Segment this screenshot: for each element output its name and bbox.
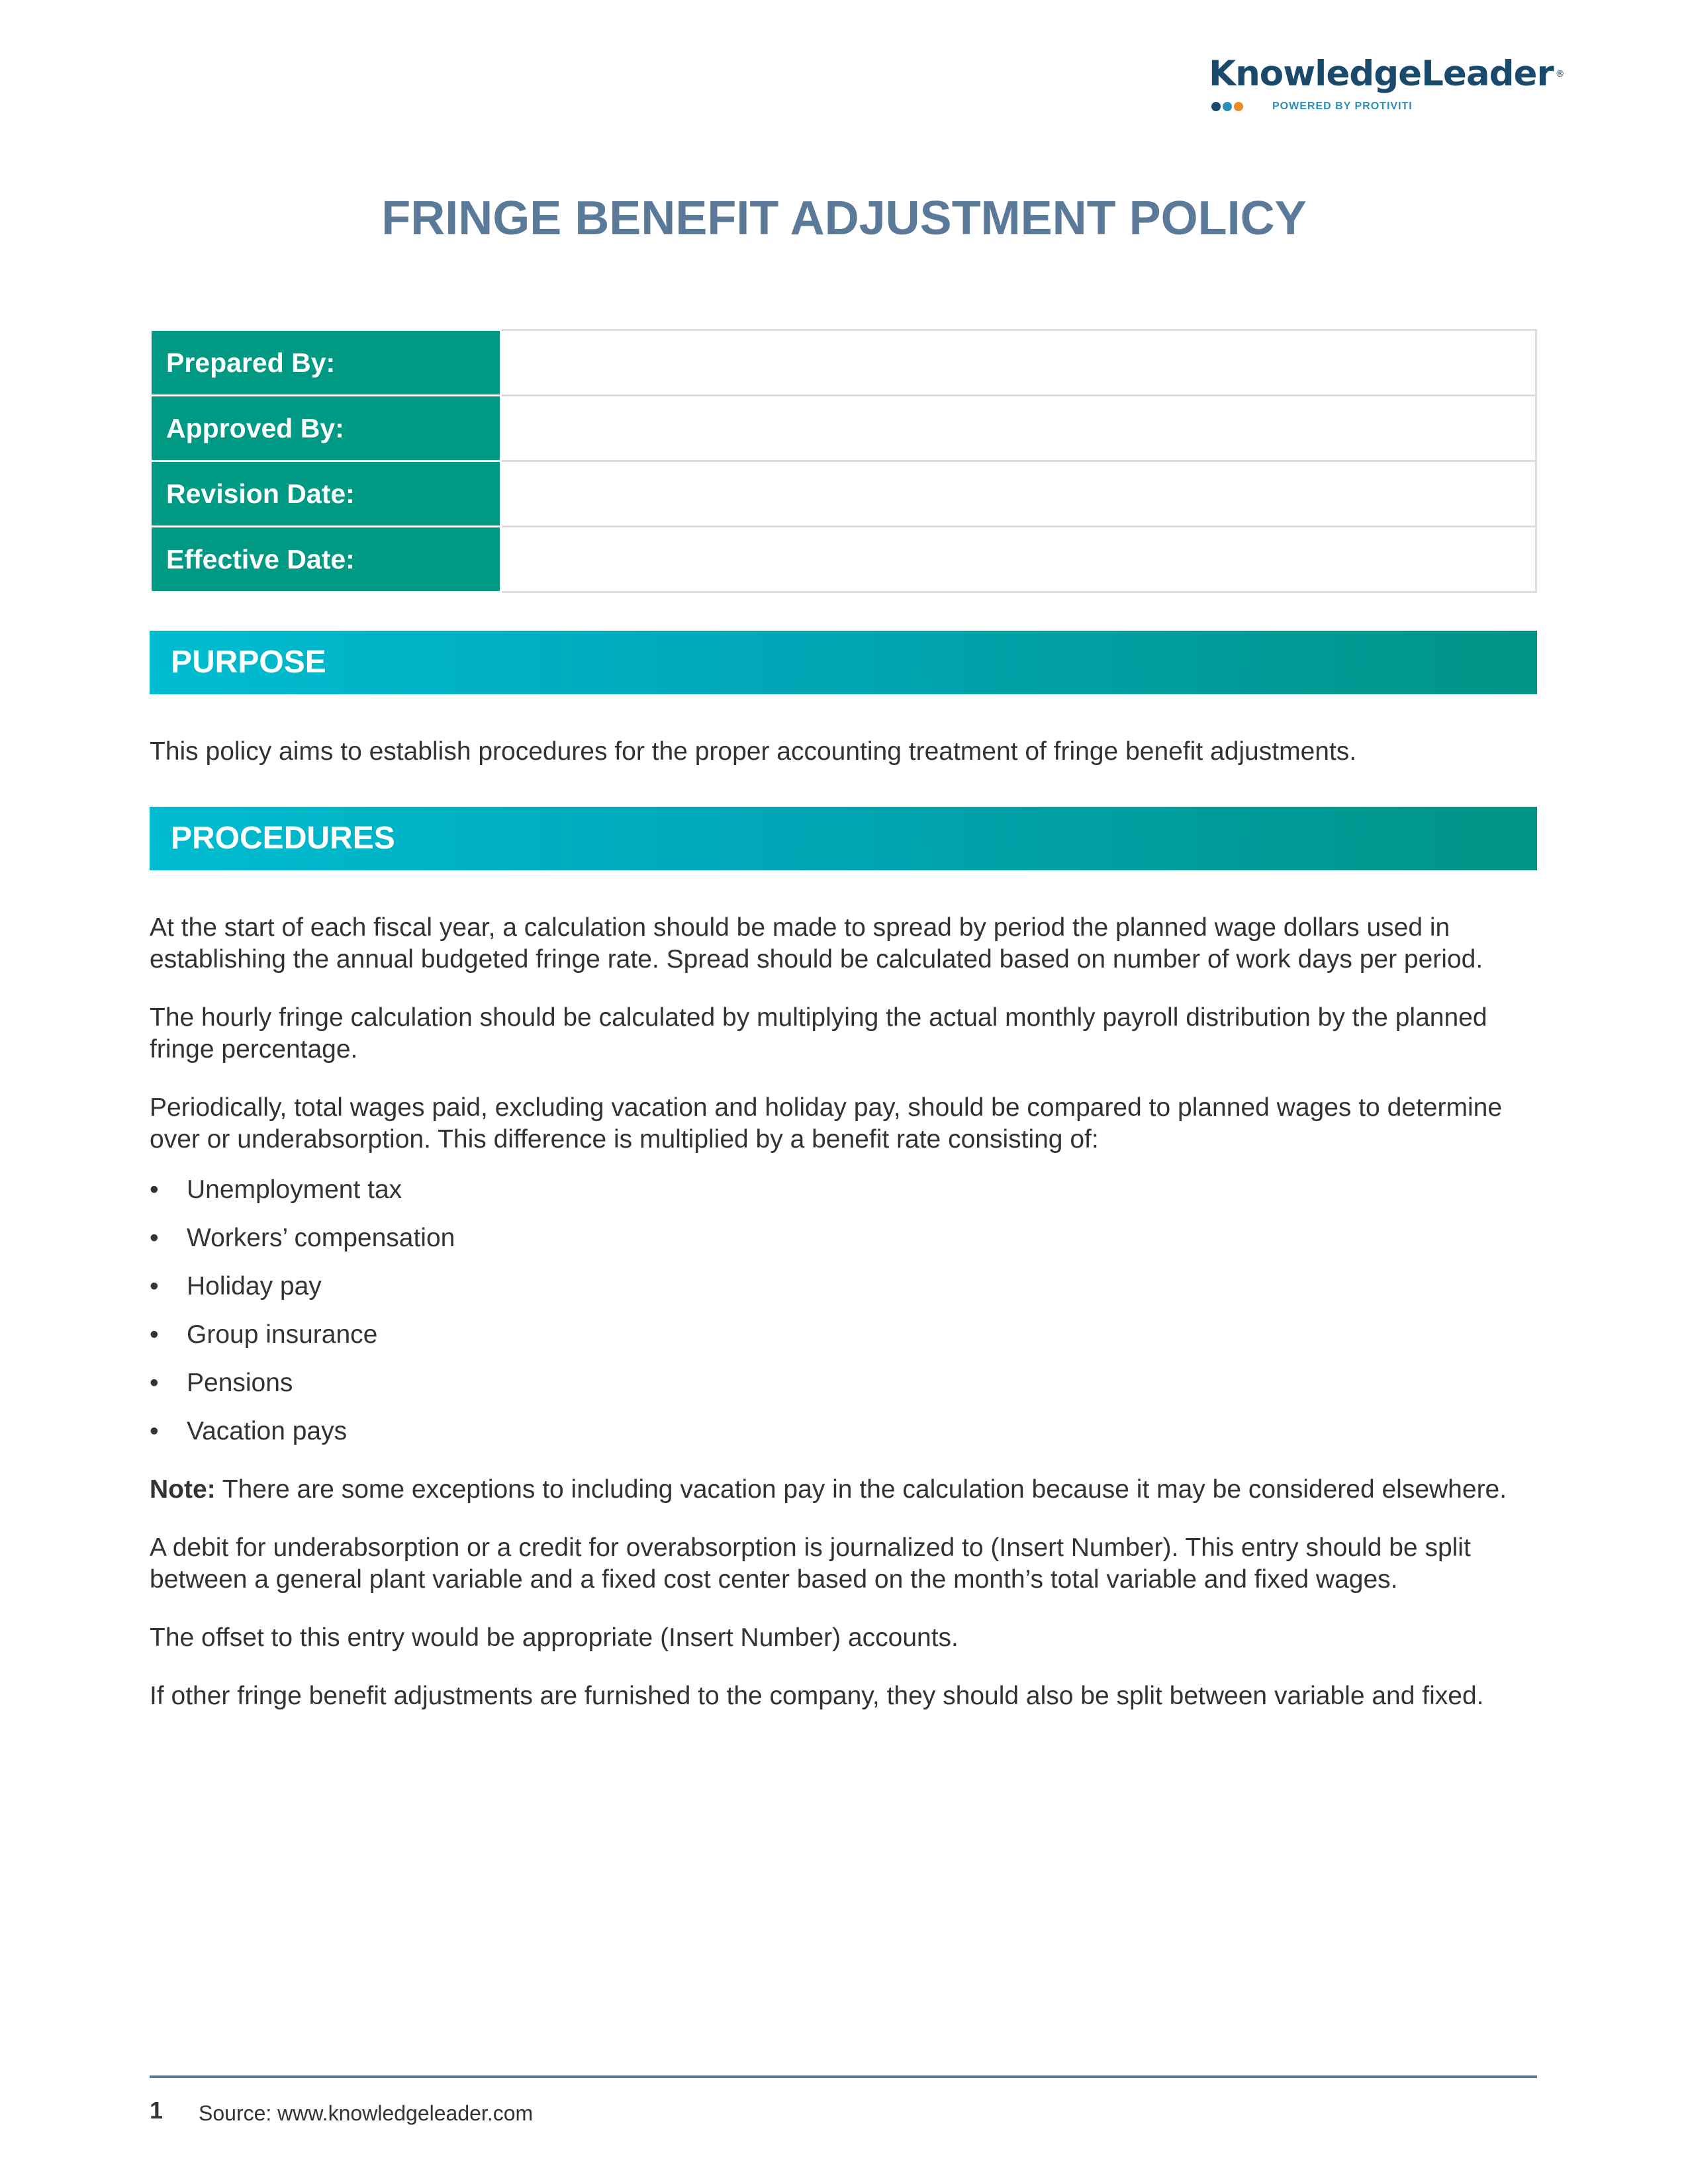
bullet-icon: • — [150, 1272, 159, 1300]
list-item-text: Pensions — [187, 1369, 293, 1397]
note-label: Note: — [150, 1475, 216, 1504]
list-item — [150, 1416, 1526, 1447]
knowledgeleader-logo — [1209, 53, 1564, 115]
revision-date-label: Revision Date: — [151, 461, 501, 527]
procedures-paragraph-1: At the start of each fiscal year, a calculation should be made to spread by period the planned wage dollars used in establishing the annual budgeted fringe rate. Spread should be calculated based on number of work days per period. — [150, 913, 1483, 974]
list-item-text: Workers’ compensation — [187, 1224, 455, 1252]
procedures-section — [150, 912, 1526, 1712]
procedures-paragraph-4: A debit for underabsorption or a credit for overabsorption is journalized to (Insert Number). This entry should be split between a general plant variable and a fixed cost center based on the month’s total variable and fixed wages. — [150, 1533, 1471, 1594]
logo-dot-2 — [1223, 102, 1232, 111]
approved-by-label: Approved By: — [151, 396, 501, 461]
document-info-table — [150, 329, 1537, 593]
logo-dots-icon — [1211, 102, 1245, 114]
list-item-text: Group insurance — [187, 1320, 378, 1349]
logo-trademark: ® — [1555, 69, 1564, 79]
table-row — [151, 461, 1536, 527]
table-row — [151, 330, 1536, 396]
note-paragraph — [150, 1474, 1526, 1506]
list-item-text: Holiday pay — [187, 1272, 322, 1300]
logo-dot-1 — [1211, 102, 1221, 111]
prepared-by-field[interactable] — [501, 330, 1536, 396]
prepared-by-label: Prepared By: — [151, 330, 501, 396]
list-item — [150, 1367, 1526, 1399]
page-number: 1 — [150, 2097, 164, 2124]
procedures-paragraph-2: The hourly fringe calculation should be calculated by multiplying the actual monthly payroll distribution by the planned fringe percentage. — [150, 1003, 1487, 1064]
procedures-paragraph-3: Periodically, total wages paid, excluding vacation and holiday pay, should be compared to planned wages to determine over or underabsorption. This difference is multiplied by a benefit rate consisting of: — [150, 1093, 1503, 1154]
procedures-paragraph-6: If other fringe benefit adjustments are furnished to the company, they should also be split between variable and fixed. — [150, 1682, 1484, 1710]
table-row — [151, 396, 1536, 461]
purpose-text: This policy aims to establish procedures for the proper accounting treatment of fringe benefit adjustments. — [150, 737, 1357, 766]
effective-date-field[interactable] — [501, 527, 1536, 592]
bullet-icon: • — [150, 1175, 159, 1204]
procedures-paragraph-5: The offset to this entry would be appropriate (Insert Number) accounts. — [150, 1623, 959, 1652]
list-item — [150, 1222, 1526, 1254]
list-item — [150, 1319, 1526, 1351]
table-row — [151, 527, 1536, 592]
benefit-rate-list — [150, 1174, 1526, 1447]
note-text: There are some exceptions to including vacation pay in the calculation because it may be considered elsewhere. — [215, 1475, 1507, 1504]
bullet-icon: • — [150, 1369, 159, 1397]
logo-subline — [1209, 99, 1540, 115]
revision-date-field[interactable] — [501, 461, 1536, 527]
bullet-icon: • — [150, 1224, 159, 1252]
procedures-heading: PROCEDURES — [150, 807, 1537, 870]
document-title: FRINGE BENEFIT ADJUSTMENT POLICY — [381, 192, 1307, 245]
bullet-icon: • — [150, 1417, 159, 1445]
bullet-icon: • — [150, 1320, 159, 1349]
footer-source: Source: www.knowledgeleader.com — [199, 2101, 534, 2125]
list-item — [150, 1174, 1526, 1206]
approved-by-field[interactable] — [501, 396, 1536, 461]
logo-dot-3 — [1234, 102, 1243, 111]
purpose-section — [150, 736, 1526, 768]
list-item-text: Unemployment tax — [187, 1175, 402, 1204]
effective-date-label: Effective Date: — [151, 527, 501, 592]
purpose-heading: PURPOSE — [150, 631, 1537, 694]
list-item-text: Vacation pays — [187, 1417, 348, 1445]
footer-divider — [150, 2075, 1537, 2078]
list-item — [150, 1271, 1526, 1302]
logo-wordmark — [1209, 53, 1564, 95]
logo-powered-by: POWERED BY PROTIVITI — [1272, 101, 1413, 112]
logo-name-text: KnowledgeLeader — [1209, 54, 1554, 94]
